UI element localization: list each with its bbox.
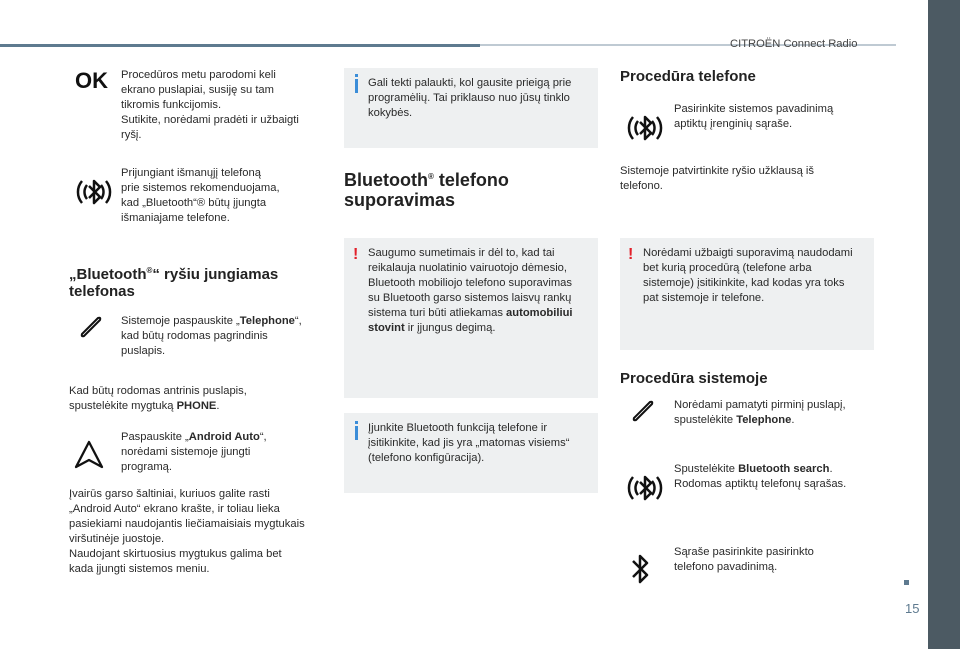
warning-safety-text: Saugumo sumetimais ir dėl to, kad tai reikalauja nuolatinio vairuotojo dėmesio, Bluetooth mobiliojo telefono suporavimas su Bluetooth garso sistemos laisvų rankų sistema turi būti atliekamas automobiliui stovint ir įjungus degimą.: [368, 247, 573, 334]
warning-icon: !: [353, 246, 359, 263]
warning-code-text: Norėdami užbaigti suporavimą naudodami bet kurią procedūrą (telefone arba sistemoje) įsitikinkite, kad kodas yra toks pat sistemoje ir telefone.: [643, 247, 853, 304]
warning-icon: !: [628, 246, 634, 263]
info-icon: [355, 426, 358, 440]
ok-icon-label: OK: [75, 68, 108, 93]
system-step1-text: Norėdami pamatyti pirminį puslapį, spustelėkite Telephone.: [674, 399, 846, 426]
page-header-title: CITROËN Connect Radio: [730, 38, 858, 50]
system-step3-text: Sąraše pasirinkite pasirinkto telefono pavadinimą.: [674, 546, 814, 573]
section-title-bluetooth-connect: „Bluetooth®“ ryšiu jungiamas telefonas: [69, 266, 279, 300]
phone-step-text: Pasirinkite sistemos pavadinimą aptiktų įrenginių sąraše.: [674, 103, 834, 130]
android-auto-icon: [72, 438, 106, 472]
audio-sources-text: Įvairūs garso šaltiniai, kuriuos galite rasti „Android Auto“ ekrano krašte, ir toliau lieka pasiekiami naudojantis liečiamaisiais mygtukais viršutinėje juostoje. Naudojant skirtuosius mygtukus galima bet kada įjungti sistemos meniu.: [69, 488, 305, 575]
android-auto-text: Paspauskite „Android Auto“, norėdami sistemoje įjungti programą.: [121, 431, 267, 473]
bluetooth-recommend-text: Prijungiant išmanųjį telefoną prie sistemos rekomenduojama, kad „Bluetooth“® būtų įjungta išmaniajame telefone.: [121, 167, 280, 224]
page-marker: [904, 580, 909, 585]
header-rule: [0, 44, 480, 47]
bluetooth-icon: [625, 106, 665, 150]
secondary-page-text: Kad būtų rodomas antrinis puslapis, spustelėkite mygtuką PHONE.: [69, 385, 247, 412]
section-title-phone-procedure: Procedūra telefone: [620, 68, 756, 85]
phone-icon: [78, 314, 104, 340]
info-apps-text: Gali tekti palaukti, kol gausite prieigą prie programėlių. Tai priklauso nuo jūsų tinklo kokybės.: [368, 77, 572, 119]
info-icon-dot: [355, 74, 358, 77]
section-title-pairing: Bluetooth® telefono suporavimas: [344, 170, 509, 210]
system-step2-text: Spustelėkite Bluetooth search. Rodomas aptiktų telefonų sąrašas.: [674, 463, 847, 490]
info-icon-dot: [355, 421, 358, 424]
section-title-system-procedure: Procedūra sistemoje: [620, 370, 768, 387]
confirm-request-text: Sistemoje patvirtinkite ryšio užklausą iš telefono.: [620, 165, 814, 192]
info-icon: [355, 79, 358, 93]
ok-text: Procedūros metu parodomi keli ekrano puslapiai, susiję su tam tikromis funkcijomis. Sutikite, norėdami pradėti ir užbaigti ryšį.: [121, 69, 299, 141]
telephone-step-text: Sistemoje paspauskite „Telephone“, kad būtų rodomas pagrindinis puslapis.: [121, 315, 302, 357]
bluetooth-symbol-icon: [630, 552, 652, 586]
info-enable-bluetooth-text: Įjunkite Bluetooth funkciją telefone ir įsitikinkite, kad jis yra „matomas visiems“ (telefono konfigūracija).: [368, 422, 570, 464]
phone-icon: [630, 398, 656, 424]
side-bar: [928, 0, 960, 649]
bluetooth-icon: [625, 466, 665, 510]
page-number: 15: [905, 601, 920, 616]
bluetooth-icon: [74, 170, 114, 214]
